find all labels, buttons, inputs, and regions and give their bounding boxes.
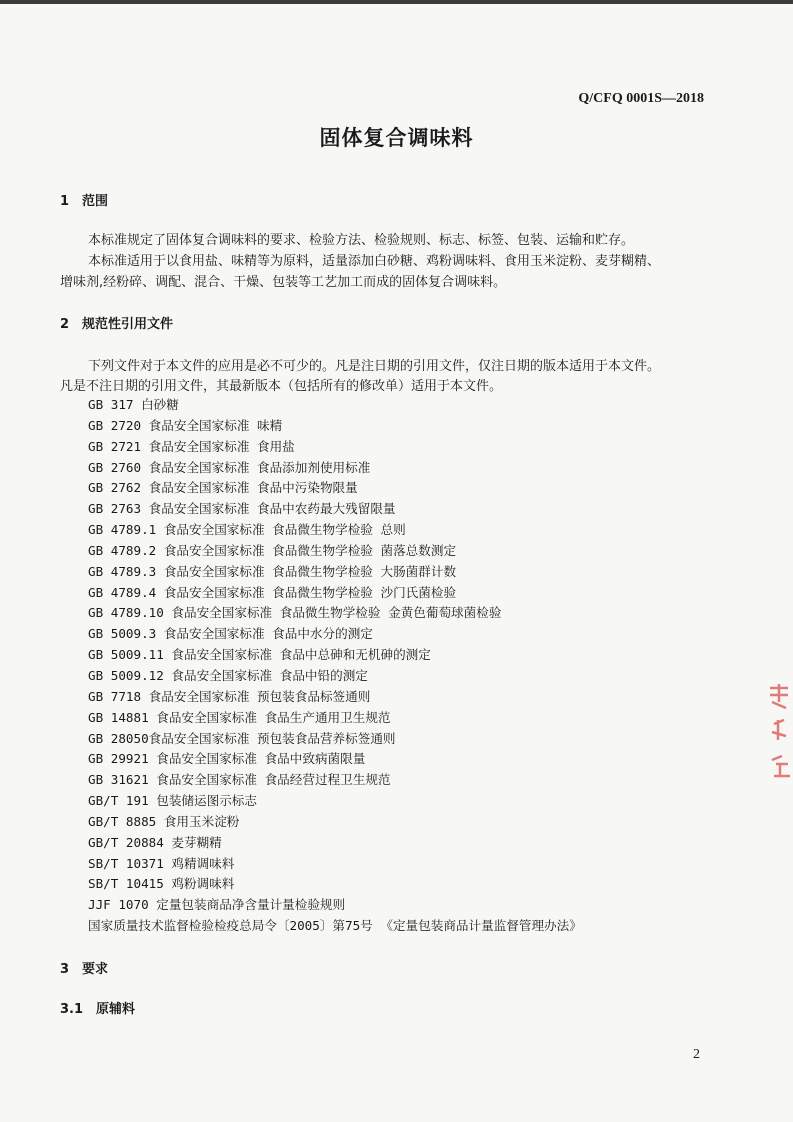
reference-item: GB 4789.2 食品安全国家标准 食品微生物学检验 菌落总数测定: [88, 542, 457, 558]
reference-item: GB 5009.12 食品安全国家标准 食品中铅的测定: [88, 667, 368, 683]
reference-item: SB/T 10371 鸡精调味料: [88, 855, 235, 871]
standard-code: Q/CFQ 0001S—2018: [578, 91, 704, 106]
section-1-paragraph-2-cont: 增味剂,经粉碎、调配、混合、干燥、包装等工艺加工而成的固体复合调味料。: [60, 275, 507, 290]
reference-item: GB 14881 食品安全国家标准 食品生产通用卫生规范: [88, 709, 391, 725]
section-2-heading: 2 规范性引用文件: [60, 317, 174, 332]
reference-item: GB 4789.4 食品安全国家标准 食品微生物学检验 沙门氏菌检验: [88, 584, 457, 600]
reference-item: GB 7718 食品安全国家标准 预包装食品标签通则: [88, 688, 371, 704]
reference-item: GB 2721 食品安全国家标准 食用盐: [88, 438, 295, 454]
reference-item: GB 28050食品安全国家标准 预包装食品营养标签通则: [88, 730, 396, 746]
section-1-paragraph-1: 本标准规定了固体复合调味料的要求、检验方法、检验规则、标志、标签、包装、运输和贮存。: [88, 233, 635, 248]
reference-item: 国家质量技术监督检验检疫总局令〔2005〕第75号 《定量包装商品计量监督管理办法》: [88, 918, 582, 934]
reference-item: GB 2760 食品安全国家标准 食品添加剂使用标准: [88, 459, 371, 475]
section-1-heading: 1 范围: [60, 194, 109, 209]
reference-item: GB 4789.1 食品安全国家标准 食品微生物学检验 总则: [88, 522, 406, 538]
reference-item: GB 5009.3 食品安全国家标准 食品中水分的测定: [88, 626, 373, 642]
reference-item: GB 29921 食品安全国家标准 食品中致病菌限量: [88, 751, 366, 767]
page-number: 2: [693, 1047, 700, 1062]
section-2-paragraph-cont: 凡是不注日期的引用文件，其最新版本（包括所有的修改单）适用于本文件。: [60, 379, 503, 394]
section-3-heading: 3 要求: [60, 962, 109, 977]
red-seal-stamp-icon: [762, 680, 793, 780]
section-1-paragraph-2: 本标准适用于以食用盐、味精等为原料，适量添加白砂糖、鸡粉调味料、食用玉米淀粉、麦芽糊精、: [88, 254, 661, 269]
reference-item: SB/T 10415 鸡粉调味料: [88, 876, 235, 892]
reference-item: GB 2720 食品安全国家标准 味精: [88, 417, 283, 433]
document-title: 固体复合调味料: [319, 126, 474, 150]
reference-item: GB/T 8885 食用玉米淀粉: [88, 813, 240, 829]
reference-item: GB 2762 食品安全国家标准 食品中污染物限量: [88, 480, 358, 496]
reference-item: GB 5009.11 食品安全国家标准 食品中总砷和无机砷的测定: [88, 647, 431, 663]
section-3-1-heading: 3.1 原辅料: [60, 1002, 136, 1017]
reference-item: GB 4789.10 食品安全国家标准 食品微生物学检验 金黄色葡萄球菌检验: [88, 605, 502, 621]
section-2-paragraph: 下列文件对于本文件的应用是必不可少的。凡是注日期的引用文件，仅注日期的版本适用于本文件。: [88, 359, 661, 374]
normative-references-list: [88, 395, 582, 937]
reference-item: GB 31621 食品安全国家标准 食品经营过程卫生规范: [88, 772, 391, 788]
reference-item: GB/T 191 包装储运图示标志: [88, 793, 257, 809]
reference-item: GB 4789.3 食品安全国家标准 食品微生物学检验 大肠菌群计数: [88, 563, 457, 579]
scan-edge: [0, 0, 793, 4]
reference-item: JJF 1070 定量包装商品净含量计量检验规则: [88, 897, 346, 913]
reference-item: GB/T 20884 麦芽糊精: [88, 834, 222, 850]
reference-item: GB 2763 食品安全国家标准 食品中农药最大残留限量: [88, 501, 396, 517]
reference-item: GB 317 白砂糖: [88, 397, 179, 412]
